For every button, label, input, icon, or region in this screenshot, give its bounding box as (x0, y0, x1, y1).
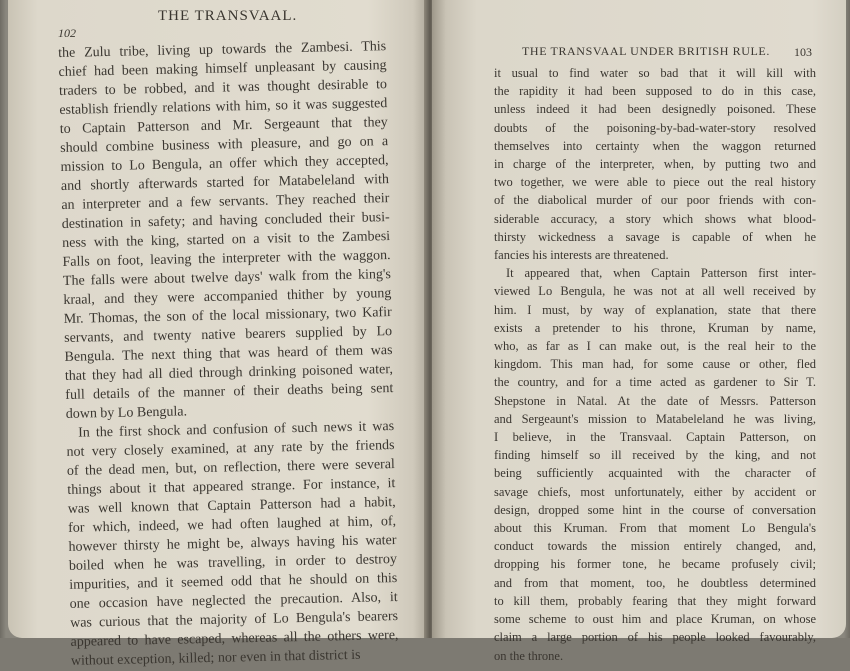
text-line: kingdom. This man had, for some cause or other, fled (494, 357, 816, 372)
text-line: was curious that the majority of Lo Bengula's bearers (69, 609, 399, 631)
text-line: some scheme to oust him and place Kruman, on whose (494, 612, 816, 627)
text-line: on the throne. (494, 648, 564, 663)
text-line: themselves into certainty when the waggon returned (494, 138, 816, 153)
text-line: claim a large portion of his people looked favourably, (494, 630, 816, 645)
page-body-text (494, 64, 816, 665)
text-line: In the first shock and confusion of such news it was (77, 419, 395, 441)
text-line: thirsty wickedness a savage is capable of when he (494, 229, 816, 244)
text-line: It appeared that, when Captain Patterson first inter- (506, 266, 816, 281)
text-line: the country, and for a time acted as gardener to Sir T. (494, 375, 816, 390)
text-line: for which, indeed, we had often laughed at him, of, (67, 514, 397, 536)
text-line: kraal, and they were accompanied thither by young (63, 286, 392, 308)
text-line: Falls on foot, leaving the interpreter with the waggon. (62, 248, 391, 270)
text-line: of the dead men, but, on reflection, there were several (66, 457, 396, 479)
text-line: destination in safety; and having concluded their busi- (61, 210, 390, 232)
text-line: was well known that Captain Patterson had a habit, (67, 495, 396, 517)
text-line: things about it that appeared strange. For instance, it (67, 476, 396, 498)
text-line: Mr. Thomas, the son of the local missionary, two Kafir (63, 305, 392, 327)
text-line: fancies his interests are threatened. (494, 248, 669, 263)
text-line: traders to be robbed, and it was thought desirable to (58, 77, 388, 99)
text-line: boiled when he was travelling, in order to destroy (68, 552, 398, 574)
text-line: design, dropped some hint in the course of conversation (494, 502, 816, 517)
text-line: siderable accuracy, a story which shows what blood- (494, 211, 816, 226)
text-line: and Sergeaunt's mission to Matabeleland he was living, (494, 411, 816, 426)
text-line: establish friendly relations with him, so it was suggested (59, 96, 388, 118)
text-line: him. I must, by way of explanation, state that there (494, 302, 816, 317)
text-line: unless indeed it had been designedly poisoned. These (494, 102, 816, 117)
text-line: the Zulu tribe, living up towards the Zambesi. This (58, 39, 387, 61)
page-number: 102 (58, 26, 76, 40)
left-page (8, 0, 430, 669)
text-line: conduct towards the mission entirely changed, and, (494, 539, 816, 554)
page-number: 103 (794, 45, 812, 59)
text-line: I believe, in the Transvaal. Captain Patterson, on (494, 430, 816, 445)
text-line: to Captain Patterson and Mr. Sergeaunt that they (59, 115, 388, 137)
text-line: the rapidity it had been supposed to do in this case, (494, 84, 816, 99)
text-line: not very closely examined, at any rate by the friends (66, 438, 395, 460)
text-line: to kill them, probably fearing that they might forward (494, 593, 816, 608)
text-line: servants, and twenty native bearers supplied by Lo (64, 324, 393, 346)
text-line: one occasion have neglected the precaution. Also, it (69, 590, 398, 612)
right-page (432, 0, 846, 663)
text-line: that they had all died through drinking poisoned water, (64, 362, 394, 384)
text-line: of the diabolical murder of our poor friends with con- (494, 193, 816, 208)
text-line: should combine business with pleasure, and go on a (60, 134, 389, 156)
text-line: two together, we were able to piece out the real history (494, 175, 816, 190)
text-line: without exception, killed; nor even in that district is (70, 647, 361, 669)
text-line: appeared to have escaped, whereas all the others were, (70, 628, 399, 650)
text-line: Shepstone in Natal. At the date of Messrs. Patterson (494, 393, 816, 408)
text-line: ness with the king, started on a visit to the Zambesi (62, 229, 391, 251)
text-line: viewed Lo Bengula, he was not at all well received by (494, 284, 816, 299)
text-line: full details of the manner of their deaths being sent (65, 381, 394, 403)
text-line: mission to Lo Bengula, an offer which they accepted, (60, 153, 389, 175)
text-line: it usual to find water so bad that it will kill with (494, 66, 816, 80)
text-line: and shortly afterwards started for Matabeleland with (60, 172, 390, 194)
text-line: however thirsty he might be, always having his water (68, 533, 397, 555)
text-line: impurities, and it seemed odd that he should on this (69, 571, 398, 593)
running-head: THE TRANSVAAL UNDER BRITISH RULE. (522, 44, 770, 58)
text-line: doubts of the poisoning-by-bad-water-story resolved (494, 120, 816, 135)
page-body-text (58, 37, 399, 671)
text-line: exists a pretender to his throne, Kruman by name, (494, 320, 816, 335)
running-head: THE TRANSVAAL. (158, 8, 298, 24)
text-line: being sufficiently acquainted with the character of (494, 466, 816, 481)
text-line: finding himself so ill received by the king, and not (494, 448, 816, 463)
text-line: chief had been making himself unpleasant by causing (58, 58, 387, 80)
text-line: Bengula. The next thing that was heard of them was (64, 343, 393, 365)
text-line: about this Kruman. From that moment Lo Bengula's (494, 521, 816, 536)
text-line: down by Lo Bengula. (65, 404, 188, 422)
text-line: and from that moment, too, he doubtless determined (494, 575, 816, 590)
text-line: The falls were about twelve days' walk from the king's (62, 267, 392, 289)
text-line: in charge of the interpreter, when, by putting two and (494, 157, 816, 172)
text-line: who, as far as I can make out, is the real heir to the (494, 339, 816, 354)
text-line: dropping his former tone, he became profusely civil; (494, 557, 816, 572)
text-line: savage chiefs, most unfortunately, either by accident or (494, 484, 816, 499)
text-line: an interpreter and a few servants. They reached their (61, 191, 390, 213)
